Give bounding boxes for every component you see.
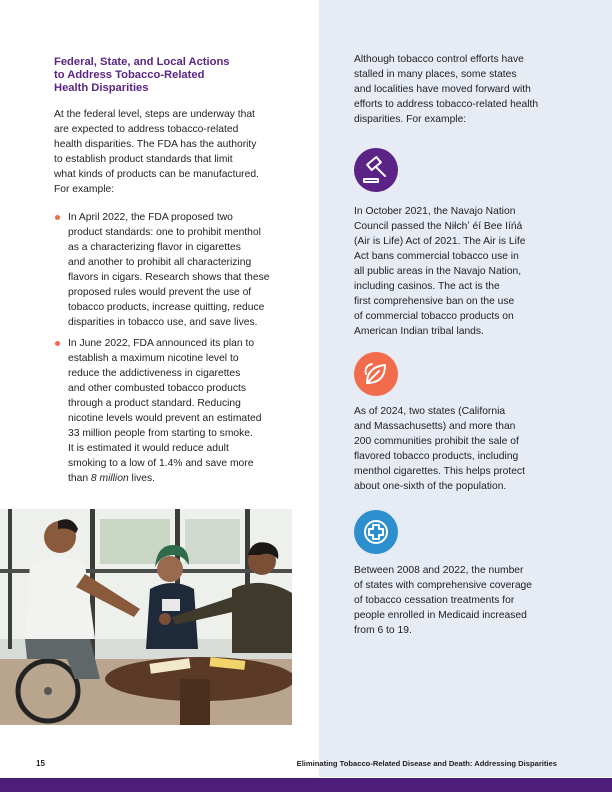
text-line: At the federal level, steps are underway that	[54, 108, 255, 120]
group-photo	[0, 509, 292, 725]
leaf-icon	[354, 352, 398, 396]
text-line: smoking to a low of 1.4% and save more	[68, 457, 254, 469]
text-line: stalled in many places, some states	[354, 69, 517, 80]
text-line: product standards: one to prohibit menthol	[68, 226, 261, 238]
text-fragment: lives.	[128, 472, 156, 484]
text-line: (Air is Life) Act of 2021. The Air is Life	[354, 236, 526, 247]
text-line: and Massachusetts) and more than	[354, 421, 516, 432]
emphasis-text: 8 million	[90, 472, 129, 484]
text-line: proposed rules would prevent the use of	[68, 286, 252, 298]
text-line: as a characterizing flavor in cigarettes	[68, 241, 241, 253]
section-heading	[54, 56, 286, 96]
text-line: Act bans commercial tobacco use in	[354, 251, 519, 262]
heading-line: Health Disparities	[54, 82, 149, 95]
text-line: efforts to address tobacco-related health	[354, 99, 539, 110]
text-line: about one-sixth of the population.	[354, 481, 507, 492]
text-line: of states with comprehensive coverage	[354, 580, 532, 591]
text-line: including casinos. The act is the	[354, 281, 500, 292]
text-line: In October 2021, the Navajo Nation	[354, 206, 516, 217]
text-line: In June 2022, FDA announced its plan to	[68, 337, 255, 349]
list-item	[54, 210, 286, 330]
text-line: disparities. For example:	[354, 114, 467, 125]
text-line: Council passed the Niłchʼ éí Bee Iíńá	[354, 221, 523, 232]
medical-cross-icon	[354, 510, 398, 554]
flavored-tobacco-item	[354, 404, 566, 494]
text-line: disparities in tobacco use, and save lives.	[68, 316, 258, 328]
heading-line: to Address Tobacco-Related	[54, 69, 205, 82]
text-line: people enrolled in Medicaid increased	[354, 610, 527, 621]
footer-bar	[0, 778, 612, 792]
text-line: As of 2024, two states (California	[354, 406, 506, 417]
gavel-icon	[354, 148, 398, 192]
left-column	[54, 56, 286, 486]
text-fragment: than	[68, 472, 91, 484]
list-item	[54, 336, 286, 486]
text-line: It is estimated it would reduce adult	[68, 442, 229, 454]
federal-intro-paragraph	[54, 107, 286, 197]
text-line: menthol cigarettes. This helps protect	[354, 466, 525, 477]
page-number: 15	[36, 759, 45, 768]
text-line: and another to prohibit all characterizing	[68, 256, 252, 268]
state-local-intro	[354, 52, 566, 127]
bullet-dot	[55, 341, 60, 346]
text-line: establish a maximum nicotine level to	[68, 352, 239, 364]
bullet-dot	[55, 215, 60, 220]
text-line: from 6 to 19.	[354, 625, 412, 636]
text-line: In April 2022, the FDA proposed two	[68, 211, 233, 223]
text-line: to establish product standards that limit	[54, 153, 233, 165]
text-line: health disparities. The FDA has the authority	[54, 138, 257, 150]
text-line: flavors in cigars. Research shows that these	[68, 271, 270, 283]
text-line: and localities have moved forward with	[354, 84, 531, 95]
text-line: 33 million people from starting to smoke.	[68, 427, 253, 439]
text-line: flavored tobacco products, including	[354, 451, 519, 462]
text-line: of commercial tobacco products on	[354, 311, 514, 322]
text-line: and other combusted tobacco products	[68, 382, 247, 394]
text-line: nicotine levels would prevent an estimated	[68, 412, 262, 424]
text-line: 200 communities prohibit the sale of	[354, 436, 519, 447]
text-line: tobacco products, increase quitting, reduce	[68, 301, 265, 313]
medicaid-item	[354, 563, 566, 638]
text-line: all public areas in the Navajo Nation,	[354, 266, 522, 277]
text-line: what kinds of products can be manufactured.	[54, 168, 259, 180]
footer-title: Eliminating Tobacco-Related Disease and Death: Addressing Disparities	[296, 759, 557, 768]
heading-line: Federal, State, and Local Actions	[54, 56, 230, 68]
text-line: For example:	[54, 183, 115, 195]
text-line: are expected to address tobacco-related	[54, 123, 239, 135]
text-line	[68, 471, 286, 486]
text-line: Although tobacco control efforts have	[354, 54, 524, 65]
text-line: through a product standard. Reducing	[68, 397, 241, 409]
text-line: Between 2008 and 2022, the number	[354, 565, 524, 576]
text-line: first comprehensive ban on the use	[354, 296, 515, 307]
text-line: American Indian tribal lands.	[354, 326, 484, 337]
text-line: of tobacco cessation treatments for	[354, 595, 515, 606]
text-line: reduce the addictiveness in cigarettes	[68, 367, 241, 379]
federal-actions-list	[54, 210, 286, 486]
navajo-nation-item	[354, 204, 566, 339]
